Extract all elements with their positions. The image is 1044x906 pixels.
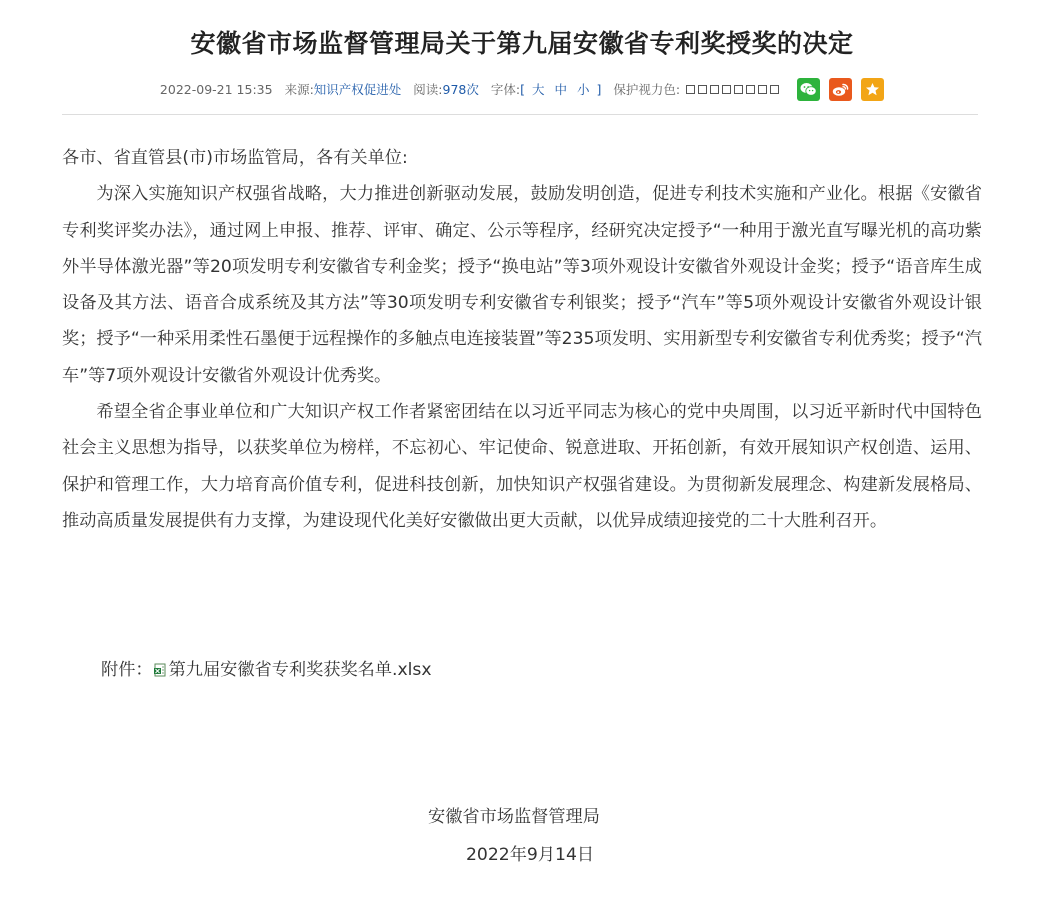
view-count: 978次 <box>442 82 479 97</box>
eye-color-swatch[interactable] <box>686 85 695 94</box>
fontsize-medium-button[interactable]: 中 <box>554 82 567 97</box>
eye-color-swatch[interactable] <box>758 85 767 94</box>
source-label: 来源: <box>284 82 314 97</box>
fontsize-label: 字体: <box>490 82 521 97</box>
publish-datetime: 2022-09-21 15:35 <box>159 81 273 97</box>
eye-color-swatch[interactable] <box>698 85 707 94</box>
title-divider <box>62 114 978 115</box>
share-wechat-button[interactable] <box>797 78 820 101</box>
weibo-icon <box>832 82 849 97</box>
eye-protection-colors <box>686 85 779 94</box>
signature-org: 安徽省市场监督管理局 <box>428 807 600 827</box>
share-weibo-button[interactable] <box>829 78 852 101</box>
fontsize-switcher <box>520 80 601 98</box>
article-body <box>62 140 982 539</box>
attachment-label: 附件： <box>101 660 153 680</box>
fontsize-large-button[interactable]: 大 <box>531 82 545 97</box>
attachment-link[interactable]: 第九届安徽省专利奖获奖名单.xlsx <box>168 660 432 680</box>
article-meta <box>0 76 1044 102</box>
attachment <box>101 652 432 688</box>
eye-color-swatch[interactable] <box>734 85 743 94</box>
fontsize-bracket-close: ] <box>596 82 602 97</box>
fontsize-small-button[interactable]: 小 <box>576 82 590 97</box>
share-buttons <box>797 78 884 101</box>
eye-color-swatch[interactable] <box>746 85 755 94</box>
favorite-button[interactable] <box>861 78 884 101</box>
eye-color-swatch[interactable] <box>722 85 731 94</box>
wechat-icon <box>800 82 817 97</box>
article-title: 安徽省市场监督管理局关于第九届安徽省专利奖授奖的决定 <box>190 29 854 58</box>
fontsize-bracket-open: [ <box>520 82 525 97</box>
source-link[interactable]: 知识产权促进处 <box>313 82 402 97</box>
eye-color-swatch[interactable] <box>770 85 779 94</box>
favorite-icon <box>865 82 880 97</box>
body-paragraph: 为深入实施知识产权强省战略，大力推进创新驱动发展，鼓励发明创造，促进专利技术实施和产业化。根据《安徽省专利奖评奖办法》，通过网上申报、推荐、评审、确定、公示等程序，经研究决定授予“一种用于激光直写曝光机的高功紫外半导体激光器”等20项发明专利安徽省专利金奖；授予“换电站”等3项外观设计安徽省外观设计金奖；授予“语音库生成设备及其方法、语音合成系统及其方法”等30项发明专利安徽省专利银奖；授予“汽车”等5项外观设计安徽省外观设计银奖；授予“一种采用柔性石墨便于远程操作的多触点电连接装置”等235项发明、实用新型专利安徽省专利优秀奖；授予“汽车”等7项外观设计安徽省外观设计优秀奖。 <box>62 184 982 386</box>
eye-protection-label: 保护视力色: <box>613 82 681 97</box>
eye-color-swatch[interactable] <box>710 85 719 94</box>
views-label: 阅读: <box>413 82 443 97</box>
excel-file-icon <box>153 663 167 677</box>
signature-date: 2022年9月14日 <box>466 845 595 865</box>
body-paragraph: 希望全省企事业单位和广大知识产权工作者紧密团结在以习近平同志为核心的党中央周围，以习近平新时代中国特色社会主义思想为指导，以获奖单位为榜样，不忘初心、牢记使命、锐意进取、开拓创新，有效开展知识产权创造、运用、保护和管理工作，大力培育高价值专利，促进科技创新，加快知识产权强省建设。为贯彻新发展理念、构建新发展格局、推动高质量发展提供有力支撑，为建设现代化美好安徽做出更大贡献，以优异成绩迎接党的二十大胜利召开。 <box>62 402 982 531</box>
salutation: 各市、省直管县(市)市场监管局，各有关单位: <box>62 148 408 168</box>
signature <box>428 798 648 874</box>
